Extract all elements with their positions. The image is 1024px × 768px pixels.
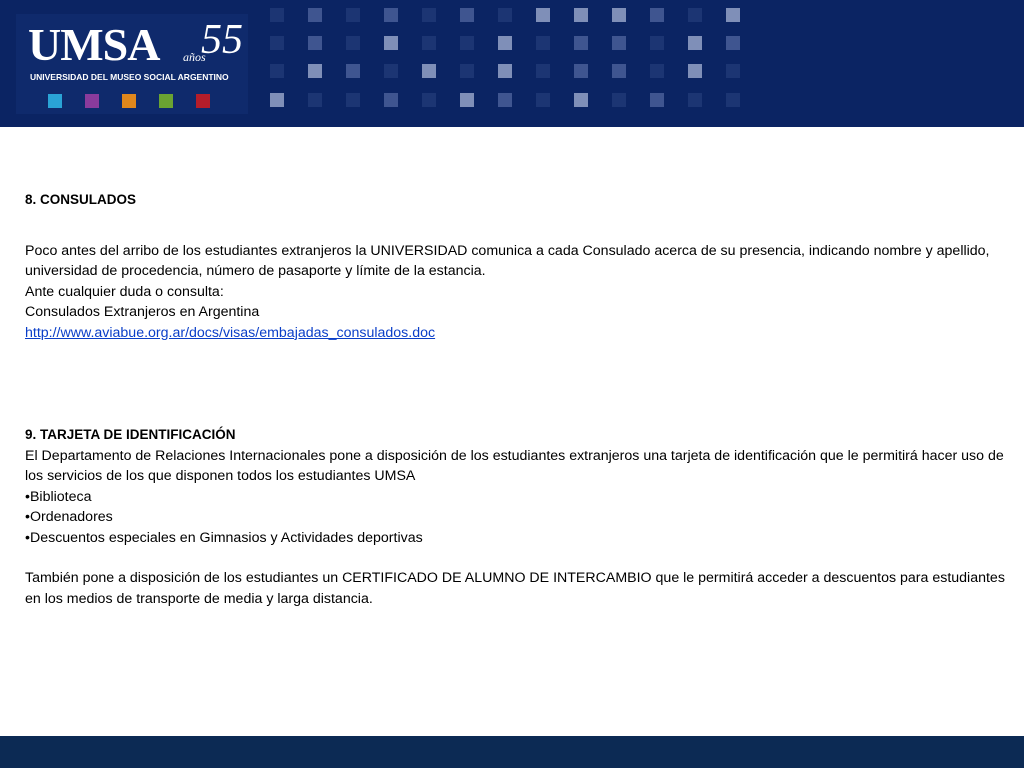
section-9-paragraph-2: También pone a disposición de los estudiantes un CERTIFICADO DE ALUMNO DE INTERCAMBIO que le permitirá acceder a descuentos para estudiantes en los medios de transporte de media y larga distancia. xyxy=(25,570,1005,607)
consulados-line: Consulados Extranjeros en Argentina xyxy=(25,304,260,320)
decorative-square xyxy=(650,36,664,50)
section-8-paragraph: Poco antes del arribo de los estudiantes extranjeros la UNIVERSIDAD comunica a cada Consulado acerca de su presencia, indicando nombre y apellido, universidad de procedencia, número de pasaporte y límite de la estancia. xyxy=(25,242,990,279)
decorative-square xyxy=(384,8,398,22)
decorative-square xyxy=(726,93,740,107)
decorative-square xyxy=(688,36,702,50)
decorative-square xyxy=(726,8,740,22)
section-9-heading: 9. TARJETA DE IDENTIFICACIÓN xyxy=(25,427,236,442)
section-9-paragraph: El Departamento de Relaciones Internacionales pone a disposición de los estudiantes extranjeros una tarjeta de identificación que le permitirá hacer uso de los servicios de los que disponen todos los estudiantes UMSA xyxy=(25,447,1004,484)
decorative-square xyxy=(422,64,436,78)
decorative-square xyxy=(270,36,284,50)
footer-bar xyxy=(0,736,1024,768)
decorative-square xyxy=(650,64,664,78)
color-swatch xyxy=(48,94,62,108)
color-swatch xyxy=(122,94,136,108)
decorative-square xyxy=(346,36,360,50)
decorative-square xyxy=(612,8,626,22)
decorative-square xyxy=(270,93,284,107)
decorative-square xyxy=(308,93,322,107)
list-item: •Descuentos especiales en Gimnasios y Actividades deportivas xyxy=(25,529,423,546)
decorative-square xyxy=(384,36,398,50)
logo-subtitle: UNIVERSIDAD DEL MUSEO SOCIAL ARGENTINO xyxy=(30,72,229,82)
decorative-square xyxy=(422,8,436,22)
decorative-square xyxy=(688,93,702,107)
header-banner xyxy=(0,0,1024,127)
decorative-square xyxy=(726,36,740,50)
decorative-square xyxy=(650,93,664,107)
decorative-square xyxy=(498,8,512,22)
decorative-square xyxy=(308,36,322,50)
decorative-square xyxy=(498,93,512,107)
logo-anniversary-number: 55 xyxy=(201,17,243,63)
decorative-square xyxy=(536,8,550,22)
decorative-square xyxy=(574,93,588,107)
decorative-square xyxy=(384,64,398,78)
decorative-square xyxy=(270,8,284,22)
decorative-square xyxy=(270,64,284,78)
decorative-square xyxy=(612,36,626,50)
decorative-square xyxy=(688,64,702,78)
decorative-square xyxy=(308,8,322,22)
decorative-square xyxy=(726,64,740,78)
umsa-logo xyxy=(16,14,248,114)
document-body xyxy=(25,190,1015,609)
decorative-square xyxy=(498,64,512,78)
decorative-square xyxy=(536,36,550,50)
decorative-square xyxy=(612,64,626,78)
decorative-square xyxy=(346,8,360,22)
decorative-square xyxy=(536,64,550,78)
decorative-square xyxy=(308,64,322,78)
decorative-square xyxy=(346,64,360,78)
list-item: •Ordenadores xyxy=(25,509,113,525)
decorative-square xyxy=(422,93,436,107)
decorative-square xyxy=(460,36,474,50)
color-swatch xyxy=(85,94,99,108)
decorative-square xyxy=(612,93,626,107)
decorative-square xyxy=(422,36,436,50)
decorative-square xyxy=(460,93,474,107)
decorative-square xyxy=(384,93,398,107)
list-item: •Biblioteca xyxy=(25,488,92,505)
logo-anos-label: años xyxy=(183,50,206,64)
decorative-square xyxy=(460,8,474,22)
section-8-heading: 8. CONSULADOS xyxy=(25,192,137,207)
color-swatch xyxy=(159,94,173,108)
consulados-link[interactable]: http://www.aviabue.org.ar/docs/visas/embajadas_consulados.doc xyxy=(25,324,436,341)
decorative-square xyxy=(574,8,588,22)
decorative-square xyxy=(650,8,664,22)
decorative-square xyxy=(536,93,550,107)
logo-wordmark: UMSA xyxy=(28,19,160,70)
decorative-square xyxy=(574,36,588,50)
decorative-square xyxy=(574,64,588,78)
decorative-square xyxy=(346,93,360,107)
decorative-square xyxy=(498,36,512,50)
query-line: Ante cualquier duda o consulta: xyxy=(25,283,224,300)
decorative-square xyxy=(688,8,702,22)
color-swatch xyxy=(196,94,210,108)
decorative-square xyxy=(460,64,474,78)
